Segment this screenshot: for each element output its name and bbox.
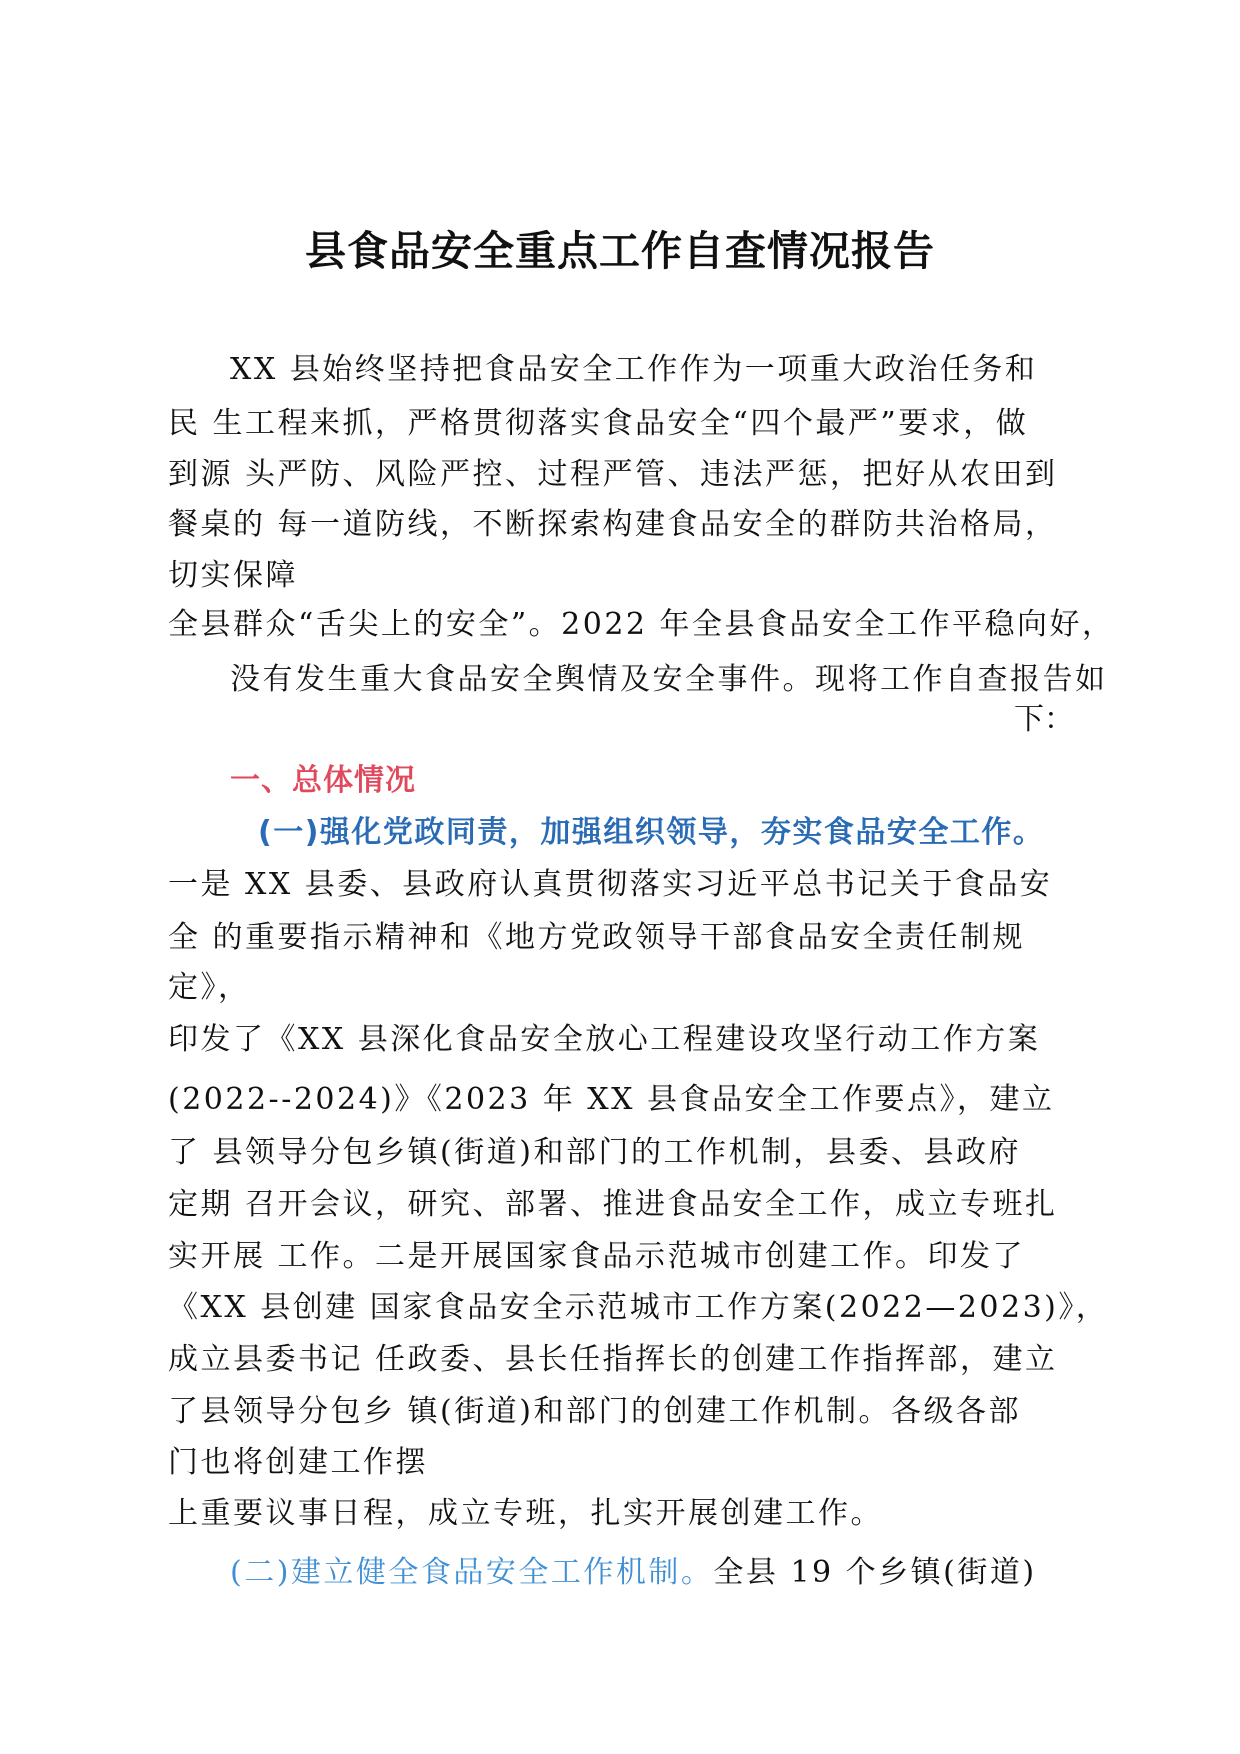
section-heading: 一、总体情况	[230, 763, 416, 798]
intro-line: 民 生工程来抓，严格贯彻落实食品安全“四个最严”要求，做	[168, 406, 1029, 441]
body-line: 定期 召开会议，研究、部署、推进食品安全工作，成立专班扎	[168, 1187, 1058, 1222]
subsection-heading: (一)强化党政同责，加强组织领导，夯实食品安全工作。	[258, 815, 1045, 850]
body-line: 一是 XX 县委、县政府认真贯彻落实习近平总书记关于食品安	[168, 867, 1053, 902]
body-line: (2022--2024)》《2023 年 XX 县食品安全工作要点》，建立	[168, 1082, 1055, 1117]
document-title: 县食品安全重点工作自查情况报告	[305, 227, 935, 275]
subsection-line	[230, 1553, 1037, 1593]
intro-line: 餐桌的 每一道防线，不断探索构建食品安全的群防共治格局，	[168, 507, 1058, 542]
intro-line: 到源 头严防、风险严控、过程严管、违法严惩，把好从农田到	[168, 457, 1058, 492]
body-line: 门也将创建工作摆	[168, 1445, 428, 1480]
body-line: 定》，	[168, 970, 251, 1005]
body-line: 上重要议事日程，成立专班，扎实开展创建工作。	[168, 1496, 883, 1531]
body-line: 实开展 工作。二是开展国家食品示范城市创建工作。印发了	[168, 1239, 1026, 1274]
intro-line: XX 县始终坚持把食品安全工作作为一项重大政治任务和	[230, 352, 1038, 387]
intro-line: 全县群众“舌尖上的安全”。2022 年全县食品安全工作平稳向好，	[168, 607, 1115, 642]
intro-line: 下：	[1014, 702, 1074, 737]
body-line: 了县领导分包乡 镇(街道)和部门的创建工作机制。各级各部	[168, 1394, 1021, 1429]
intro-line: 没有发生重大食品安全舆情及安全事件。现将工作自查报告如	[230, 662, 1108, 697]
intro-line: 切实保障	[168, 558, 298, 593]
body-line: 了 县领导分包乡镇(街道)和部门的工作机制，县委、县政府	[168, 1135, 1021, 1170]
body-line: 印发了《XX 县深化食品安全放心工程建设攻坚行动工作方案	[168, 1022, 1041, 1057]
subsection-text: 全县 19 个乡镇(街道)	[713, 1555, 1037, 1590]
body-line: 《XX 县创建 国家食品安全示范城市工作方案(2022—2023)》，	[168, 1290, 1109, 1325]
subsection-heading: (二)建立健全食品安全工作机制。	[230, 1555, 714, 1590]
body-line: 成立县委书记 任政委、县长任指挥长的创建工作指挥部，建立	[168, 1342, 1058, 1377]
body-line: 全 的重要指示精神和《地方党政领导干部食品安全责任制规	[168, 920, 1026, 955]
